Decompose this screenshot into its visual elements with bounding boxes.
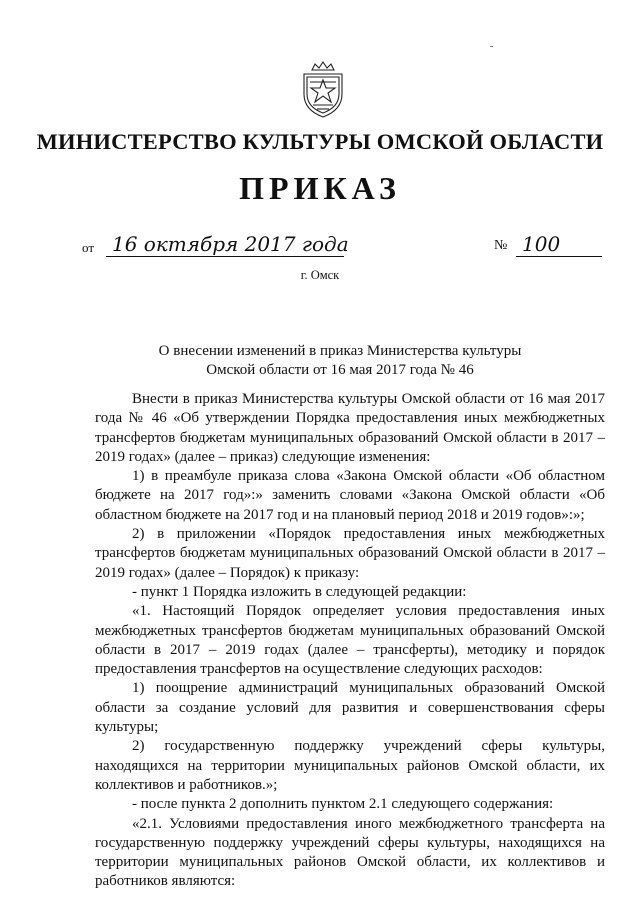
paragraph: 2) в приложении «Порядок предоставления иных межбюджетных трансфертов бюджетам муниципальных образований Омской области в 2017 – 2019 годах» (далее – Порядок) к приказу: [95,526,605,581]
paragraph: «1. Настоящий Порядок определяет условия предоставления иных межбюджетных трансфертов бюджетам муниципальных образований Омской области в 2017 – 2019 годах (далее – трансферты), методику и порядок предоставления трансфертов на осуществление следующих расходов: [95,603,605,678]
order-body [95,390,605,892]
scan-speck [490,46,493,47]
paragraph: Внести в приказ Министерства культуры Омской области от 16 мая 2017 года № 46 «Об утверждении Порядка предоставления иных межбюджетных трансфертов бюджетам муниципальных образований Омской области в 2017 – 2019 годах» (далее – приказ) следующие изменения: [95,391,605,465]
date-prefix: от [82,240,95,255]
document-type: ПРИКАЗ [239,170,401,206]
paragraph: 1) поощрение администраций муниципальных образований Омской области за создание условий для развития и совершенствования сферы культуры; [95,680,605,736]
paragraph: - после пункта 2 дополнить пунктом 2.1 следующего содержания: [132,796,554,813]
subject-line: Омской области от 16 мая 2017 года № 46 [206,362,474,378]
paragraph: 1) в преамбуле приказа слова «Закона Омской области «Об областном бюджете на 2017 год»:» заменить словами «Закона Омской области «Об областном бюджете на 2017 год и на плановый период 2018 и 2019 годов»:»; [95,468,605,523]
date-number-line [82,232,602,262]
city: г. Омск [300,268,340,282]
subject-line: О внесении изменений в приказ Министерства культуры [158,343,522,359]
handwritten-date: 16 октября 2017 года [106,232,344,257]
paragraph: 2) государственную поддержку учреждений сферы культуры, находящихся на территории муниципальных районов Омской области, их коллективов и работников.»; [95,738,605,793]
number-label: № [494,238,508,253]
order-subject [0,342,640,380]
handwritten-number: 100 [516,232,602,257]
paragraph: «2.1. Условиями предоставления иного межбюджетного трансферта на государственную поддержку учреждений сферы культуры, находящихся на территории муниципальных районов Омской области, их коллективов и работников являются: [95,815,605,890]
paragraph: - пункт 1 Порядка изложить в следующей редакции: [132,583,467,600]
omsk-coat-of-arms-icon [298,58,348,120]
ministry-title: МИНИСТЕРСТВО КУЛЬТУРЫ ОМСКОЙ ОБЛАСТИ [36,129,604,154]
